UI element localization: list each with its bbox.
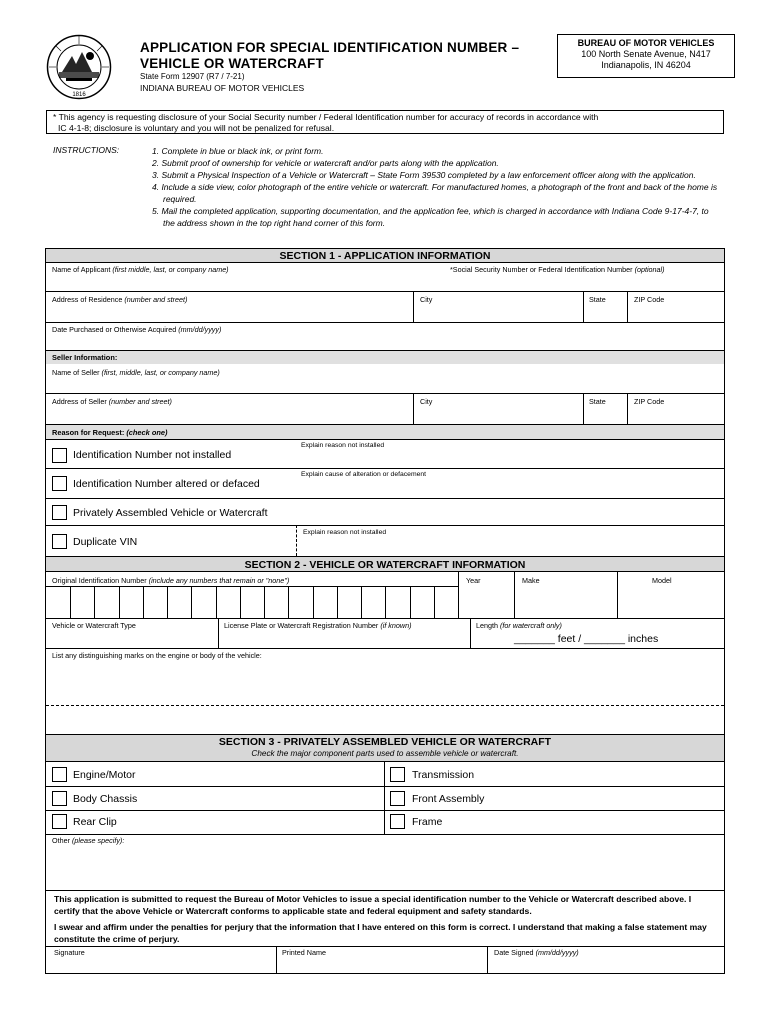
form-title: APPLICATION FOR SPECIAL IDENTIFICATION NUMBER – [140, 40, 520, 55]
mailing-address-box [557, 34, 735, 78]
vin-cell-divider [167, 587, 168, 618]
other-specify-field[interactable] [46, 846, 724, 890]
rear-clip-checkbox[interactable] [52, 814, 67, 829]
duplicate-vin-label: Duplicate VIN [73, 536, 138, 548]
address-line-2: 100 North Senate Avenue, N417 [581, 49, 711, 59]
vin-cell-divider [434, 587, 435, 618]
duplicate-explain-label: Explain reason not installed [303, 529, 387, 536]
instruction-item: 2. Submit proof of ownership for vehicle or watercraft and/or parts along with the application. [152, 158, 499, 168]
section3-header [46, 734, 724, 762]
private-assembled-label: Privately Assembled Vehicle or Watercraft [73, 507, 268, 519]
instruction-item: 1. Complete in blue or black ink, or print form. [152, 146, 324, 156]
not-installed-label: Identification Number not installed [73, 449, 232, 461]
rear-clip-label: Rear Clip [73, 816, 117, 828]
vin-character-grid[interactable] [46, 586, 458, 618]
state-label: State [589, 295, 606, 304]
front-assembly-label: Front Assembly [412, 793, 485, 805]
section1-header: SECTION 1 - APPLICATION INFORMATION [46, 249, 724, 263]
body-chassis-label: Body Chassis [73, 793, 138, 805]
form-title-line2: VEHICLE OR WATERCRAFT [140, 56, 324, 71]
vin-cell-divider [119, 587, 120, 618]
transmission-checkbox[interactable] [390, 767, 405, 782]
state-seal-logo [46, 34, 112, 100]
vin-cell-divider [94, 587, 95, 618]
svg-text:1816: 1816 [72, 92, 86, 98]
vin-cell-divider [70, 587, 71, 618]
instruction-item: 4. Include a side view, color photograph of the entire vehicle or watercraft. For manufactured homes, a photograph of the front and back of the home is required. [152, 182, 718, 204]
state-form-number: State Form 12907 (R7 / 7-21) [140, 72, 245, 81]
reason-header: Reason for Request: (check one) [46, 424, 724, 439]
body-chassis-checkbox[interactable] [52, 791, 67, 806]
address-line-1: BUREAU OF MOTOR VEHICLES [577, 38, 715, 48]
seller-name-label: Name of Seller (first, middle, last, or company name) [52, 368, 220, 377]
seller-city-label: City [420, 397, 433, 406]
model-label: Model [652, 576, 672, 585]
section3-title: SECTION 3 - PRIVATELY ASSEMBLED VEHICLE OR WATERCRAFT [218, 736, 552, 748]
instructions-list [152, 145, 722, 229]
not-installed-checkbox[interactable] [52, 448, 67, 463]
certification-paragraph: This application is submitted to request the Bureau of Motor Vehicles to issue a special identification number to the Vehicle or Watercraft described above. I certify that the above Vehicle or Watercraft conforms to applicable state and federal equipment and safety standards. [54, 894, 692, 916]
duplicate-vin-checkbox[interactable] [52, 534, 67, 549]
city-label: City [420, 295, 433, 304]
section2-header: SECTION 2 - VEHICLE OR WATERCRAFT INFORMATION [46, 556, 724, 572]
vin-cell-divider [337, 587, 338, 618]
residence-address-label: Address of Residence (number and street) [52, 295, 188, 304]
applicant-name-field[interactable] [46, 263, 724, 291]
signature-label: Signature [54, 948, 85, 957]
frame-label: Frame [412, 816, 443, 828]
length-feet-inches[interactable]: _______ feet / _______ inches [514, 633, 659, 645]
printed-name-label: Printed Name [282, 948, 326, 957]
vin-cell-divider [240, 587, 241, 618]
distinguishing-marks-label: List any distinguishing marks on the engine or body of the vehicle: [52, 651, 262, 660]
altered-label: Identification Number altered or defaced [73, 478, 260, 490]
section3-subtitle: Check the major component parts used to assemble vehicle or watercraft. [251, 749, 519, 758]
seller-zip-label: ZIP Code [634, 397, 665, 406]
engine-label: Engine/Motor [73, 769, 136, 781]
vin-cell-divider [216, 587, 217, 618]
vin-cell-divider [385, 587, 386, 618]
ssn-label: *Social Security Number or Federal Identification Number (optional) [450, 265, 665, 274]
vin-cell-divider [264, 587, 265, 618]
agency-name: INDIANA BUREAU OF MOTOR VEHICLES [140, 83, 305, 93]
perjury-statement: I swear and affirm under the penalties for perjury that the information that I have entered on this form is correct. I understand that making a false statement may constitute the crime of perjury. [54, 922, 707, 944]
orig-id-label: Original Identification Number (include any numbers that remain or "none") [52, 576, 290, 585]
seller-state-label: State [589, 397, 606, 406]
date-signed-field[interactable] [488, 946, 724, 974]
instructions-label: INSTRUCTIONS: [53, 145, 120, 155]
instruction-item: 3. Submit a Physical Inspection of a Vehicle or Watercraft – State Form 39530 completed by a law enforcement officer along with the application. [152, 170, 696, 180]
frame-checkbox[interactable] [390, 814, 405, 829]
zip-label: ZIP Code [634, 295, 665, 304]
vin-cell-divider [288, 587, 289, 618]
instruction-item: 5. Mail the completed application, supporting documentation, and the application fee, which is charged in accordance with Indiana Code 9-17-4-7, to the address shown in the top right hand corner of this form. [152, 206, 709, 228]
other-label: Other (please specify): [52, 836, 125, 845]
vin-cell-divider [143, 587, 144, 618]
vehicle-type-label: Vehicle or Watercraft Type [52, 621, 136, 630]
applicant-name-label: Name of Applicant (first middle, last, or company name) [52, 265, 229, 274]
license-plate-label: License Plate or Watercraft Registration Number (if known) [224, 621, 412, 630]
date-signed-label: Date Signed (mm/dd/yyyy) [494, 948, 579, 957]
seller-info-header: Seller Information: [46, 350, 724, 364]
vin-cell-divider [410, 587, 411, 618]
notice-line-1: * This agency is requesting disclosure of your Social Security number / Federal Identification number for accuracy of records in accordance with [53, 112, 599, 122]
vin-cell-divider [191, 587, 192, 618]
front-assembly-checkbox[interactable] [390, 791, 405, 806]
year-label: Year [466, 576, 481, 585]
application-form [45, 248, 725, 974]
altered-checkbox[interactable] [52, 476, 67, 491]
date-purchased-label: Date Purchased or Otherwise Acquired (mm/dd/yyyy) [52, 325, 222, 334]
length-label: Length (for watercraft only) [476, 621, 562, 630]
signature-field[interactable] [46, 946, 276, 974]
address-line-3: Indianapolis, IN 46204 [601, 60, 691, 70]
seller-address-label: Address of Seller (number and street) [52, 397, 172, 406]
vin-cell-divider [361, 587, 362, 618]
not-installed-explain-label: Explain reason not installed [301, 442, 385, 449]
privacy-notice [46, 110, 724, 134]
transmission-label: Transmission [412, 769, 475, 781]
private-assembled-checkbox[interactable] [52, 505, 67, 520]
distinguishing-marks-field[interactable] [46, 661, 724, 733]
printed-name-field[interactable] [277, 946, 487, 974]
engine-checkbox[interactable] [52, 767, 67, 782]
vin-cell-divider [313, 587, 314, 618]
altered-explain-label: Explain cause of alteration or defacement [301, 471, 427, 478]
notice-line-2: IC 4-1-8; disclosure is voluntary and you will not be penalized for refusal. [58, 123, 335, 133]
make-label: Make [522, 576, 540, 585]
